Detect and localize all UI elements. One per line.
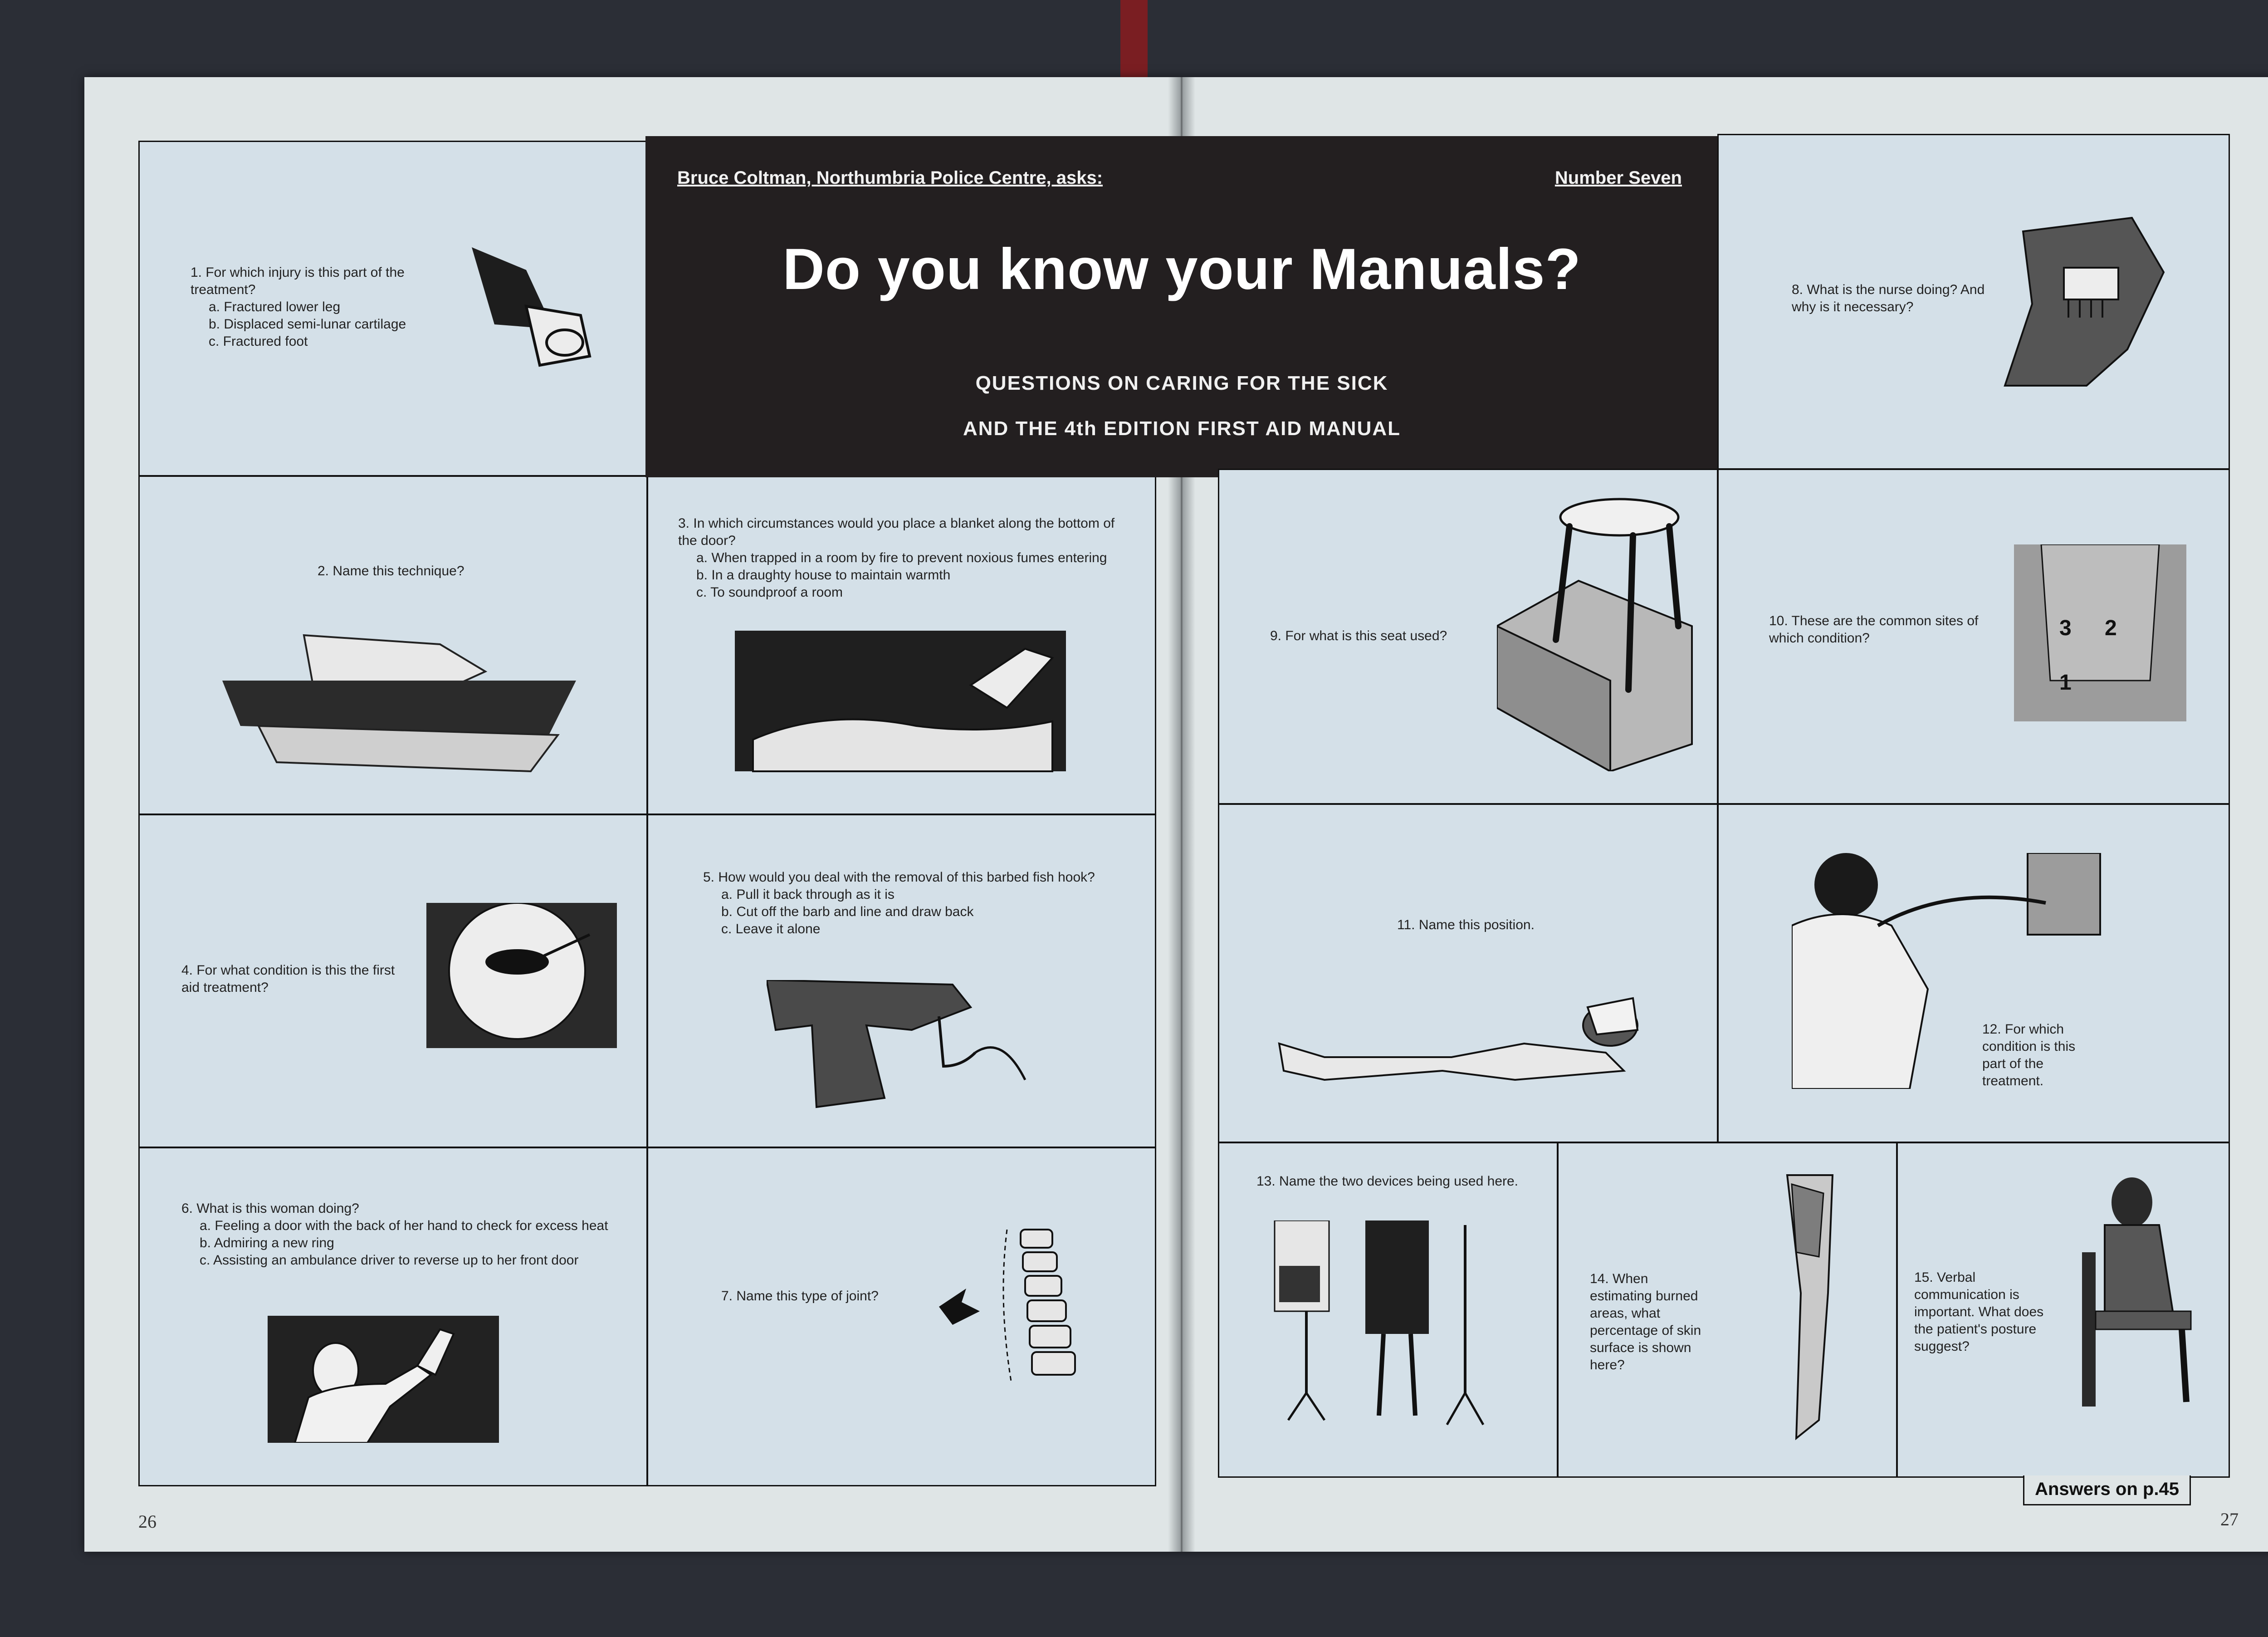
asker-credit: Bruce Coltman, Northumbria Police Centre, asks: — [677, 168, 1103, 188]
blanket-door-illustration — [735, 631, 1066, 780]
burned-leg-illustration — [1769, 1166, 1842, 1447]
binding-mark — [1120, 0, 1148, 77]
question-11-cell — [1218, 804, 1718, 1143]
recovery-position-illustration — [1270, 989, 1647, 1089]
answers-reference: Answers on p.45 — [2023, 1475, 2191, 1505]
spine-joint-illustration — [930, 1220, 1093, 1402]
question-10-text: 10. These are the common sites of which condition? — [1769, 613, 1979, 646]
question-4 — [181, 962, 408, 996]
question-6-option-c: c. Assisting an ambulance driver to reverse up to her front door — [200, 1253, 579, 1268]
site-label-1: 1 — [2059, 671, 2072, 695]
question-6-text: 6. What is this woman doing? — [181, 1201, 359, 1216]
question-5-option-c: c. Leave it alone — [721, 921, 821, 936]
fish-hook-finger-illustration — [767, 980, 1030, 1112]
site-label-3: 3 — [2059, 616, 2072, 640]
site-label-2: 2 — [2105, 616, 2117, 640]
splinted-foot-illustration — [467, 238, 603, 374]
question-5-text: 5. How would you deal with the removal of this barbed fish hook? — [703, 870, 1095, 885]
left-page-number: 26 — [138, 1511, 156, 1532]
question-12-text: 12. For which condition is this part of the treatment. — [1982, 1022, 2076, 1088]
question-5-option-b: b. Cut off the barb and line and draw back — [721, 904, 974, 919]
question-3 — [678, 515, 1132, 601]
question-8 — [1792, 281, 1991, 316]
question-3-option-b: b. In a draughty house to maintain warmth — [696, 568, 951, 583]
question-11 — [1397, 917, 1535, 934]
question-8-text: 8. What is the nurse doing? And why is it necessary? — [1792, 282, 1985, 314]
question-1-text: 1. For which injury is this part of the treatment? — [191, 265, 405, 297]
question-13-text: 13. Name the two devices being used here. — [1256, 1174, 1519, 1189]
question-5 — [703, 869, 1134, 938]
title-banner — [645, 136, 1718, 477]
question-7 — [721, 1288, 879, 1305]
page-title: Do you know your Manuals? — [782, 237, 1581, 302]
question-6-option-a: a. Feeling a door with the back of her hand to check for excess heat — [200, 1218, 608, 1233]
question-2-text: 2. Name this technique? — [318, 564, 464, 578]
mouth-treatment-illustration — [426, 903, 617, 1048]
subtitle-line-2: AND THE 4th EDITION FIRST AID MANUAL — [963, 417, 1401, 440]
question-1-option-c: c. Fractured foot — [209, 334, 308, 349]
walking-aids-illustration — [1266, 1220, 1520, 1456]
question-9 — [1270, 627, 1447, 645]
question-4-text: 4. For what condition is this the first aid treatment? — [181, 963, 395, 995]
question-14 — [1590, 1270, 1708, 1374]
subtitle-line-1: QUESTIONS ON CARING FOR THE SICK — [975, 372, 1388, 394]
right-page-number: 27 — [2220, 1509, 2239, 1529]
commode-seat-illustration — [1497, 490, 1701, 771]
woman-at-door-illustration — [268, 1316, 499, 1443]
question-1-option-b: b. Displaced semi-lunar cartilage — [209, 317, 406, 332]
abdomen-sites-illustration — [2014, 544, 2186, 726]
question-15-text: 15. Verbal communication is important. What does the patient's posture suggest? — [1914, 1270, 2044, 1354]
question-5-option-a: a. Pull it back through as it is — [721, 887, 894, 902]
question-3-option-c: c. To soundproof a room — [696, 585, 843, 600]
question-14-text: 14. When estimating burned areas, what percentage of skin surface is shown here? — [1590, 1271, 1701, 1372]
seated-patient-illustration — [2068, 1175, 2209, 1416]
question-2 — [318, 563, 464, 580]
arm-bandage-illustration — [204, 626, 585, 780]
question-6-option-b: b. Admiring a new ring — [200, 1235, 334, 1250]
question-11-text: 11. Name this position. — [1397, 917, 1535, 932]
question-6 — [181, 1200, 635, 1269]
question-13 — [1256, 1173, 1518, 1190]
question-3-text: 3. In which circumstances would you place a blanket along the bottom of the door? — [678, 516, 1115, 548]
question-7-text: 7. Name this type of joint? — [721, 1289, 879, 1304]
question-3-option-a: a. When trapped in a room by fire to prevent noxious fumes entering — [696, 550, 1107, 565]
question-9-text: 9. For what is this seat used? — [1270, 628, 1447, 643]
nurse-combing-illustration — [1996, 213, 2168, 390]
question-15 — [1914, 1269, 2050, 1355]
question-1-option-a: a. Fractured lower leg — [209, 299, 341, 314]
issue-number: Number Seven — [1554, 168, 1682, 188]
question-12 — [1982, 1021, 2087, 1090]
question-1 — [191, 264, 426, 350]
question-10 — [1769, 613, 1987, 647]
